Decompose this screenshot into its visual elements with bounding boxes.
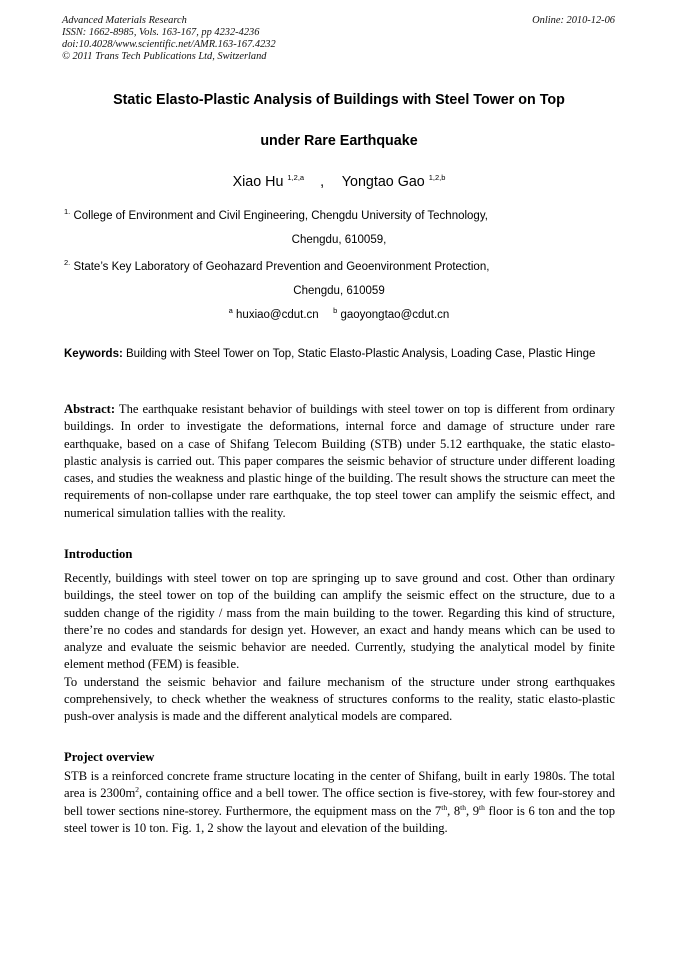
introduction-body — [64, 570, 615, 726]
author-line — [40, 174, 638, 190]
email-b-marker: b — [333, 306, 338, 316]
affiliation-1-marker: 1. — [64, 207, 71, 217]
introduction-paragraph-2: To understand the seismic behavior and failure mechanism of the structure under strong earthquakes comprehensively, to check whether the weakness of structures conforms to the reality, static elasto-plastic push-over analysis is made and the different analytical models are compared. — [64, 674, 615, 724]
affiliation-1-text: College of Environment and Civil Engineering, Chengdu University of Technology, — [73, 210, 488, 222]
affiliation-2-text: State’s Key Laboratory of Geohazard Prevention and Geoenvironment Protection, — [73, 261, 490, 273]
section-heading-project-overview: Project overview — [64, 750, 155, 764]
online-date: Online: 2010-12-06 — [532, 15, 615, 26]
publication-header — [62, 15, 276, 63]
keywords-block — [64, 345, 615, 363]
affiliation-2-marker: 2. — [64, 258, 71, 268]
project-overview-paragraph: STB is a reinforced concrete frame structure locating in the center of Shifang, built in early 1980s. The total area is $2300m^2$, containing office and a bell tower. The office section is five-storey, with few four-storey and bell tower sections nine-storey. Furthermore, the equipment mass on the 7th, 8th, 9th floor is 6 ton and the top steel tower is 10 ton. Fig. 1, 2 show the layout and elevation of the building. — [64, 769, 615, 835]
paper-title-line-2: under Rare Earthquake — [260, 133, 418, 149]
keywords-label: Keywords: — [64, 348, 123, 360]
doi-line: doi:10.4028/www.scientific.net/AMR.163-167.4232 — [62, 39, 276, 50]
author-1-name: Xiao Hu — [232, 174, 284, 190]
affiliation-2 — [64, 258, 490, 273]
author-2-affil: 1,2,b — [428, 173, 446, 183]
affiliation-2-city: Chengdu, 610059 — [293, 285, 385, 297]
abstract-label: Abstract: — [64, 402, 116, 416]
abstract-text: The earthquake resistant behavior of buildings with steel tower on top is different from ordinary buildings. In order to investigate the deformations, internal force and damage of structure under rare earthquake, based on a case of Shifang Telecom Building (STB) under 5.12 earthquake, the static elasto-plastic analysis is carried out. This paper compares the seismic behavior of structure under different loading cases, and studies the weakness and plastic hinge of the building. The result shows the structure can meet the requirements of non-collapse under rare earthquake, the top steel tower can amplify the seismic effect, and numerical simulation tallies with the reality. — [64, 402, 616, 520]
introduction-paragraph-1: Recently, buildings with steel tower on top are springing up to save ground and cost. Other than ordinary buildings, the steel tower on top of the building can amplify the seismic effect on the structure, due to a sudden change of the rigidity / mass from the main building to the tower. Regarding this kind of structure, there’re no codes and standards for design yet. However, an exact and handy means which can be used to analyze and evaluate the seismic behavior are needed. Currently, studying the analytical model by finite element method (FEM) is feasible. — [64, 571, 615, 672]
author-separator: , — [320, 174, 325, 190]
journal-name: Advanced Materials Research — [62, 15, 187, 26]
paper-title-line-1: Static Elasto-Plastic Analysis of Buildings with Steel Tower on Top — [113, 92, 565, 108]
email-a-marker: a — [228, 306, 233, 316]
author-1-affil: 1,2,a — [287, 173, 305, 183]
issn-line: ISSN: 1662-8985, Vols. 163-167, pp 4232-4236 — [62, 27, 260, 38]
email-a[interactable]: huxiao@cdut.cn — [236, 309, 319, 321]
abstract-block — [64, 401, 615, 522]
project-overview-body — [64, 768, 615, 837]
author-2-name: Yongtao Gao — [341, 174, 425, 190]
affiliation-1-city: Chengdu, 610059, — [291, 234, 387, 246]
copyright-line: © 2011 Trans Tech Publications Ltd, Switzerland — [62, 51, 267, 62]
keywords-text: Building with Steel Tower on Top, Static Elasto-Plastic Analysis, Loading Case, Plastic Hinge — [126, 348, 596, 360]
email-b[interactable]: gaoyongtao@cdut.cn — [340, 309, 450, 321]
affiliation-1 — [64, 207, 488, 222]
section-heading-introduction: Introduction — [64, 547, 133, 561]
email-line — [40, 306, 638, 321]
